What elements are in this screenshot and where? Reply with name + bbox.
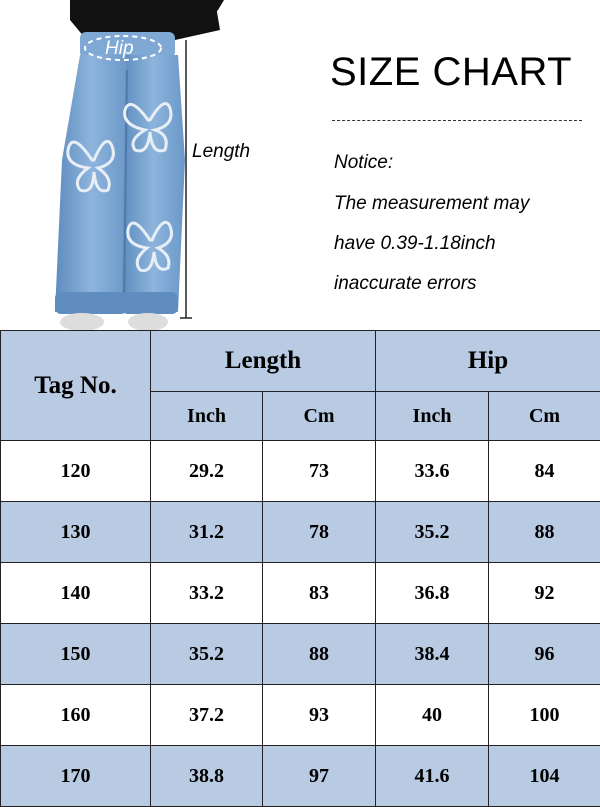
table-cell: 78	[263, 502, 376, 563]
unit-header: Cm	[263, 392, 376, 441]
table-cell: 35.2	[151, 624, 263, 685]
size-table	[0, 330, 600, 807]
notice-line: inaccurate errors	[334, 273, 477, 295]
table-cell: 84	[489, 441, 600, 502]
table-cell: 140	[1, 563, 151, 624]
table-cell: 31.2	[151, 502, 263, 563]
table-row	[1, 624, 600, 685]
table-cell: 130	[1, 502, 151, 563]
table-cell: 88	[489, 502, 600, 563]
length-header: Length	[151, 331, 376, 392]
unit-header: Inch	[376, 392, 489, 441]
table-cell: 33.2	[151, 563, 263, 624]
table-cell: 36.8	[376, 563, 489, 624]
hip-header: Hip	[376, 331, 600, 392]
notice-heading: Notice:	[334, 152, 393, 174]
table-cell: 40	[376, 685, 489, 746]
table-cell: 35.2	[376, 502, 489, 563]
unit-header: Cm	[489, 392, 600, 441]
table-cell: 96	[489, 624, 600, 685]
table-cell: 38.4	[376, 624, 489, 685]
table-cell: 100	[489, 685, 600, 746]
title-divider	[332, 120, 582, 121]
table-row	[1, 685, 600, 746]
page-title: SIZE CHART	[330, 50, 580, 95]
table-row	[1, 502, 600, 563]
table-cell: 88	[263, 624, 376, 685]
table-cell: 160	[1, 685, 151, 746]
table-row	[1, 441, 600, 502]
table-cell: 150	[1, 624, 151, 685]
table-cell: 120	[1, 441, 151, 502]
table-cell: 93	[263, 685, 376, 746]
table-cell: 73	[263, 441, 376, 502]
table-cell: 83	[263, 563, 376, 624]
product-photo	[0, 0, 330, 330]
notice-line: have 0.39-1.18inch	[334, 233, 496, 255]
hip-label: Hip	[105, 38, 134, 60]
table-cell: 41.6	[376, 746, 489, 807]
table-cell: 33.6	[376, 441, 489, 502]
table-cell: 170	[1, 746, 151, 807]
table-cell: 38.8	[151, 746, 263, 807]
right-leg	[122, 55, 185, 312]
table-row	[1, 563, 600, 624]
table-cell: 104	[489, 746, 600, 807]
tag-header: Tag No.	[1, 331, 151, 441]
table-cell: 97	[263, 746, 376, 807]
table-cell: 92	[489, 563, 600, 624]
length-label: Length	[192, 141, 250, 163]
table-cell: 29.2	[151, 441, 263, 502]
unit-header: Inch	[151, 392, 263, 441]
table-row	[1, 746, 600, 807]
notice-line: The measurement may	[334, 193, 529, 215]
table-cell: 37.2	[151, 685, 263, 746]
